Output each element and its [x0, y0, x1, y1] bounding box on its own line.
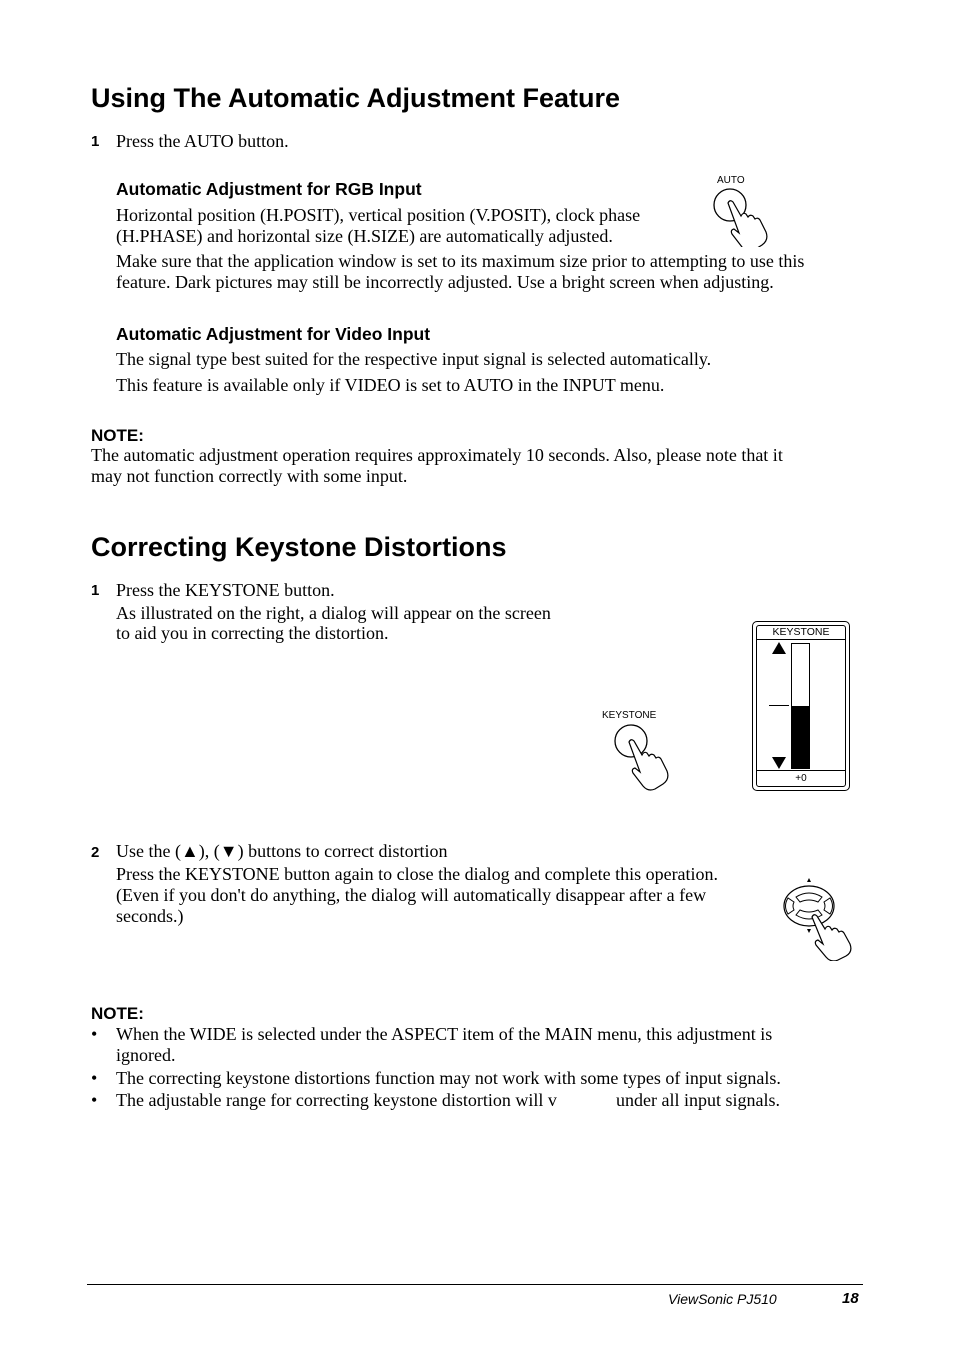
bullet-text: under all input signals.: [616, 1090, 780, 1110]
bullet-text: ignored.: [116, 1045, 176, 1065]
video-line: The signal type best suited for the respective input signal is selected automatically.: [116, 349, 712, 369]
bullet-text: The adjustable range for correcting keystone distortion will v: [116, 1090, 557, 1110]
rgb-line: Horizontal position (H.POSIT), vertical position (V.POSIT), clock phase: [116, 205, 641, 225]
step-text-line: (Even if you don't do anything, the dialog will automatically disappear after a few: [116, 885, 707, 905]
step-number: 1: [91, 582, 100, 599]
step-number: 1: [91, 133, 100, 150]
bullet-text: When the WIDE is selected under the ASPECT item of the MAIN menu, this adjustment is: [116, 1024, 773, 1044]
keystone-dialog-title: KEYSTONE: [772, 626, 830, 638]
triangle-up-icon: [771, 641, 787, 655]
note-line: may not function correctly with some input.: [91, 466, 408, 486]
keystone-level-bar: [791, 643, 810, 769]
section-title-auto-adjust: Using The Automatic Adjustment Feature: [91, 83, 621, 113]
keystone-button-hand-icon: [605, 720, 680, 792]
keystone-dialog-divider: [756, 770, 846, 771]
rgb-paragraph-line: Make sure that the application window is set to its maximum size prior to attempting to use this: [116, 251, 805, 271]
step-text-line: to aid you in correcting the distortion.: [116, 623, 389, 643]
keystone-value: +0: [795, 773, 807, 784]
keystone-button-label: KEYSTONE: [602, 710, 657, 721]
video-line: This feature is available only if VIDEO is set to AUTO in the INPUT menu.: [116, 375, 665, 395]
step-text: Press the KEYSTONE button.: [116, 580, 335, 600]
keystone-center-mark: [769, 705, 789, 706]
note-label: NOTE:: [91, 426, 144, 445]
step-text-line: seconds.): [116, 906, 184, 926]
rgb-paragraph-line: feature. Dark pictures may still be incorrectly adjusted. Use a bright screen when adjusting.: [116, 272, 774, 292]
rgb-line: (H.PHASE) and horizontal size (H.SIZE) are automatically adjusted.: [116, 226, 613, 246]
auto-button-label: AUTO: [717, 175, 745, 186]
note-label: NOTE:: [91, 1004, 144, 1023]
note-line: The automatic adjustment operation requires approximately 10 seconds. Also, please note that it: [91, 445, 783, 465]
footer-brand: ViewSonic PJ510: [668, 1291, 777, 1307]
auto-button-hand-icon: [708, 185, 778, 247]
arrow-pad-hand-icon: [780, 877, 856, 961]
keystone-dialog: [752, 621, 850, 791]
triangle-down-icon: [771, 756, 787, 770]
bullet-text: The correcting keystone distortions function may not work with some types of input signals.: [116, 1068, 781, 1088]
rgb-heading: Automatic Adjustment for RGB Input: [116, 179, 422, 199]
footer-rule: [87, 1284, 863, 1285]
step-number: 2: [91, 844, 100, 861]
keystone-level-fill: [792, 706, 809, 768]
bullet-mark: •: [91, 1068, 98, 1088]
step-text-line: Press the KEYSTONE button again to close the dialog and complete this operation.: [116, 864, 719, 884]
bullet-mark: •: [91, 1090, 98, 1110]
bullet-mark: •: [91, 1024, 98, 1044]
section-title-keystone: Correcting Keystone Distortions: [91, 532, 507, 562]
video-heading: Automatic Adjustment for Video Input: [116, 324, 431, 344]
step-text: Press the AUTO button.: [116, 131, 289, 151]
step-text: Use the (▲), (▼) buttons to correct distortion: [116, 841, 448, 861]
page-number: 18: [842, 1290, 859, 1307]
step-text-line: As illustrated on the right, a dialog will appear on the screen: [116, 603, 551, 623]
keystone-dialog-divider: [756, 639, 846, 640]
